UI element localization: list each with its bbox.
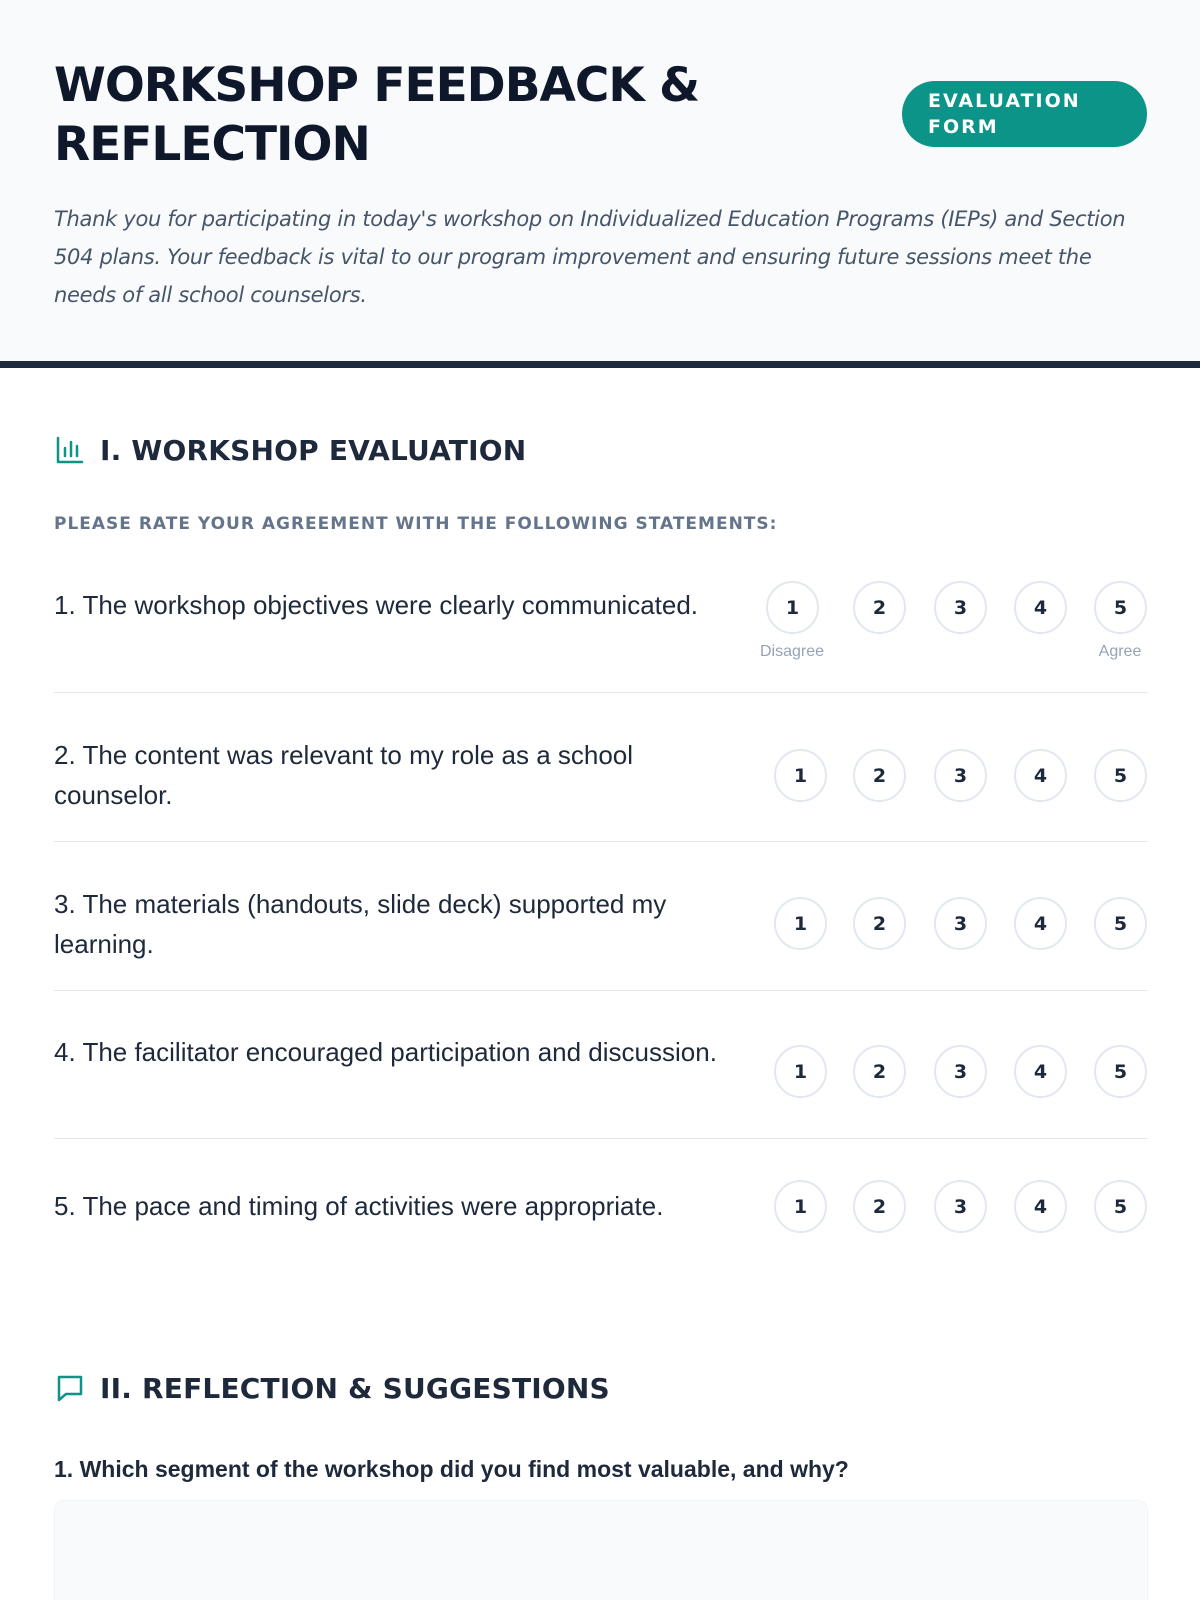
question-text: 5. The pace and timing of activities were appropriate. — [54, 1191, 664, 1221]
rating-option-2[interactable]: 2 — [853, 749, 906, 802]
bar-chart-icon — [54, 434, 86, 466]
section-evaluation-title: I. WORKSHOP EVALUATION — [100, 433, 527, 467]
rating-option-2[interactable]: 2 — [853, 1180, 906, 1233]
rating-option-3[interactable]: 3 — [934, 1180, 987, 1233]
reflection-answer-textarea[interactable] — [54, 1500, 1148, 1600]
rating-option-2[interactable]: 2 — [853, 1045, 906, 1098]
evaluation-form-badge: EVALUATION FORM — [902, 81, 1147, 147]
rating-option-3[interactable]: 3 — [934, 749, 987, 802]
rating-row — [54, 580, 1148, 693]
rating-option-4[interactable]: 4 — [1014, 749, 1067, 802]
rating-row — [54, 1032, 1148, 1139]
rating-option-1[interactable]: 1 — [774, 749, 827, 802]
question-text: 4. The facilitator encouraged participation and discussion. — [54, 1037, 717, 1067]
section-reflection-heading — [54, 1368, 610, 1408]
intro-text: Thank you for participating in today's workshop on Individualized Education Programs (IEPs) and Section 504 plans. Your feedback is vital to our program improvement and ensuring future sessions meet the needs of all school counselors. — [54, 207, 1126, 307]
rating-option-2[interactable]: 2 — [853, 897, 906, 950]
question-text: 3. The materials (handouts, slide deck) supported my learning. — [54, 889, 667, 959]
rating-option-5[interactable]: 5 — [1094, 749, 1147, 802]
rating-option-4[interactable]: 4 — [1014, 581, 1067, 634]
section-reflection-title: II. REFLECTION & SUGGESTIONS — [100, 1371, 610, 1405]
rating-option-1[interactable]: 1 — [774, 897, 827, 950]
rating-option-1[interactable]: 1 — [774, 1180, 827, 1233]
rating-option-3[interactable]: 3 — [934, 1045, 987, 1098]
reflection-question-label: 1. Which segment of the workshop did you find most valuable, and why? — [54, 1456, 849, 1482]
rating-option-5[interactable]: 5 — [1094, 897, 1147, 950]
rating-option-1[interactable]: 1 — [774, 1045, 827, 1098]
rating-option-1[interactable]: 1 — [766, 581, 819, 634]
rating-option-5[interactable]: 5 — [1094, 1180, 1147, 1233]
speech-bubble-icon — [54, 1372, 86, 1404]
rating-row — [54, 884, 1148, 991]
rating-option-3[interactable]: 3 — [934, 581, 987, 634]
rating-option-5[interactable]: 5 — [1094, 581, 1147, 634]
question-text: 1. The workshop objectives were clearly communicated. — [54, 590, 699, 620]
form-header — [0, 0, 1200, 368]
rating-option-4[interactable]: 4 — [1014, 1045, 1067, 1098]
rating-row — [54, 735, 1148, 842]
rating-instructions: PLEASE RATE YOUR AGREEMENT WITH THE FOLLOWING STATEMENTS: — [54, 514, 778, 534]
scale-high-label: Agree — [1098, 643, 1142, 660]
question-text: 2. The content was relevant to my role as a school counselor. — [54, 740, 634, 810]
rating-row — [54, 1180, 1148, 1250]
scale-low-label: Disagree — [759, 643, 825, 660]
rating-option-2[interactable]: 2 — [853, 581, 906, 634]
rating-option-4[interactable]: 4 — [1014, 897, 1067, 950]
page-title: WORKSHOP FEEDBACK & REFLECTION — [54, 58, 700, 172]
rating-option-5[interactable]: 5 — [1094, 1045, 1147, 1098]
rating-option-4[interactable]: 4 — [1014, 1180, 1067, 1233]
rating-option-3[interactable]: 3 — [934, 897, 987, 950]
section-evaluation-heading — [54, 430, 526, 470]
